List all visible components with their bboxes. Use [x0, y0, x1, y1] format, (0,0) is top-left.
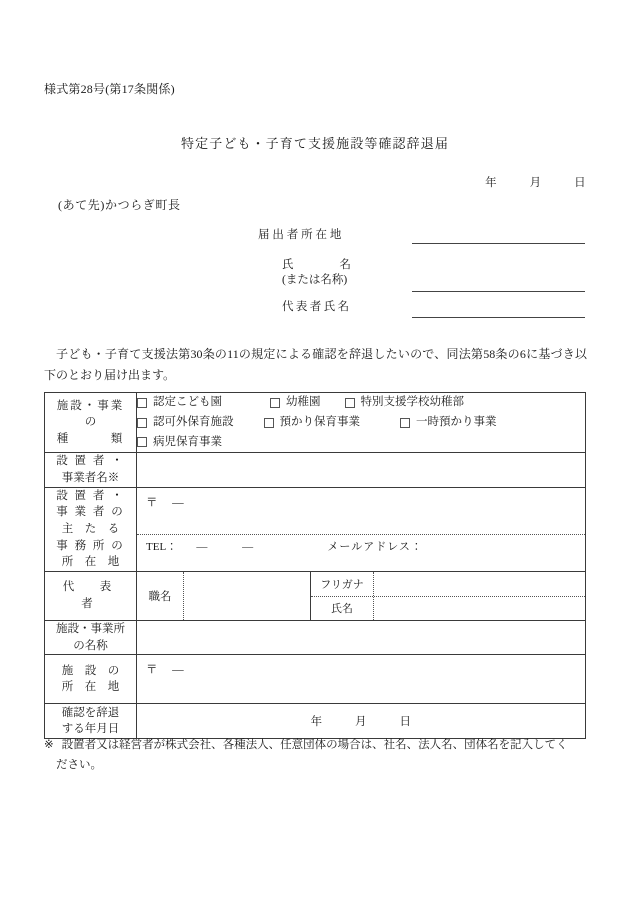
operator-name-label-line1: 設 置 者 ・: [56, 455, 125, 468]
zip-symbol-icon: 〒: [146, 664, 158, 677]
representative-fields: [137, 572, 586, 621]
operator-address-divider: [137, 534, 585, 535]
tel-dash-1: —: [196, 540, 208, 553]
withdrawal-date-label-line2: する年月日: [61, 723, 120, 736]
withdrawal-year-label: 年: [310, 716, 323, 729]
operator-address-label-line4: 事 務 所 の: [56, 539, 125, 552]
facility-type-label-line2: の: [84, 416, 97, 429]
submitter-location-input[interactable]: [412, 243, 585, 244]
zip-dash: —: [172, 496, 184, 509]
withdrawal-date-inner: [137, 713, 585, 729]
facility-address-label: [45, 655, 137, 704]
checkbox-label: 一時預かり事業: [416, 415, 497, 428]
facility-name-label-line1: 施設・事業所: [56, 623, 125, 635]
table-row-operator-address: [45, 487, 586, 571]
operator-address-label-line3: 主 た る: [61, 522, 120, 535]
date-month-label: 月: [529, 177, 542, 189]
submitter-name-sub-label: (または名称): [282, 274, 348, 286]
date-day-label: 日: [574, 177, 586, 189]
checkbox-icon[interactable]: [345, 398, 355, 408]
footnote-mark: ※: [44, 739, 54, 751]
checkbox-label: 特別支援学校幼稚部: [360, 396, 464, 408]
facility-type-options: [137, 393, 586, 453]
facility-type-option-line-2: [137, 413, 585, 433]
page-title: 特定子ども・子育て支援施設等確認辞退届: [181, 136, 449, 151]
operator-address-label-line5: 所 在 地: [61, 556, 120, 569]
representative-label: [45, 572, 137, 621]
table-row-representative: [45, 572, 586, 621]
representative-name-group: [310, 572, 585, 620]
checkbox-option-tokubetsushien[interactable]: [345, 393, 465, 413]
checkbox-option-ninkagai[interactable]: [137, 413, 234, 433]
representative-label-text: 代 表 者: [62, 581, 137, 610]
checkbox-option-ichiji-azukari[interactable]: [400, 413, 497, 433]
facility-zip-row: [146, 661, 195, 677]
table-row-facility-address: [45, 655, 586, 704]
withdrawal-date-label: [45, 704, 137, 739]
operator-address-label-line2: 事 業 者 の: [56, 506, 125, 519]
checkbox-label: 認可外保育施設: [153, 415, 234, 428]
checkbox-icon[interactable]: [137, 437, 147, 447]
date-year-label: 年: [485, 177, 498, 189]
checkbox-icon[interactable]: [270, 398, 280, 408]
facility-address-label-line2: 所 在 地: [61, 681, 120, 694]
facility-type-option-line-1: [137, 393, 585, 413]
withdrawal-date-label-line1: 確認を辞退: [61, 706, 120, 719]
operator-address-label-line1: 設 置 者 ・: [56, 489, 125, 502]
submitter-representative-row: [250, 300, 586, 320]
checkbox-label: 認定こども園: [153, 396, 222, 408]
withdrawal-day-label: 日: [399, 716, 412, 729]
tel-dash-2: —: [242, 540, 254, 553]
submitter-block: [250, 228, 586, 313]
withdrawal-month-label: 月: [355, 716, 367, 729]
body-paragraph: 子ども・子育て支援法第30条の11の規定による確認を辞退したいので、同法第58条の6に基づき以下のとおり届け出ます。: [44, 347, 587, 382]
representative-job-input[interactable]: [184, 572, 310, 620]
facility-type-option-line-3: [137, 433, 585, 453]
checkbox-icon[interactable]: [400, 418, 410, 428]
submitter-representative-input[interactable]: [412, 317, 585, 318]
zip-symbol-icon: 〒: [146, 496, 158, 509]
checkbox-label: 幼稚園: [286, 396, 321, 408]
form-number: 様式第28号(第17条関係): [44, 82, 175, 96]
representative-inner: [137, 572, 585, 620]
submitter-name-row: [250, 258, 586, 294]
representative-job-label: 職名: [137, 572, 184, 620]
facility-type-label-line1: 施設・事業: [56, 399, 125, 412]
facility-address-label-line1: 施 設 の: [61, 664, 120, 677]
facility-type-label: [45, 393, 137, 453]
form-table: [44, 392, 586, 739]
representative-furigana-row: [311, 572, 585, 597]
footnote-line-1: 設置者又は経営者が株式会社、各種法人、任意団体の場合は、社名、法人名、団体名を記入してく: [61, 739, 568, 751]
operator-name-label-line2: 事業者名※: [61, 471, 120, 484]
checkbox-label: 病児保育事業: [153, 435, 222, 448]
submitter-name-label: 氏 名: [282, 259, 351, 271]
facility-name-label: [45, 621, 137, 655]
submission-date-line: [485, 174, 586, 190]
submitter-location-row: [250, 228, 586, 246]
facility-name-label-line2: の名称: [73, 639, 108, 652]
operator-name-label: [45, 453, 137, 487]
withdrawal-date-field[interactable]: [137, 704, 586, 739]
tel-label: TEL：: [146, 540, 178, 553]
checkbox-icon[interactable]: [137, 418, 147, 428]
operator-zip-row: [146, 494, 195, 510]
checkbox-option-youchien[interactable]: [270, 393, 321, 413]
representative-furigana-label: フリガナ: [311, 572, 374, 596]
operator-name-input[interactable]: [137, 453, 586, 487]
table-row-facility-name: [45, 621, 586, 655]
checkbox-option-azukari[interactable]: [264, 413, 361, 433]
checkbox-option-ninteikodomoen[interactable]: [137, 393, 222, 413]
email-label: メールアドレス：: [327, 540, 423, 553]
representative-name-label: 氏名: [311, 597, 374, 621]
submitter-name-input[interactable]: [412, 291, 585, 292]
footnote-line-2: ださい。: [56, 759, 102, 772]
addressee: (あて先)かつらぎ町長: [58, 198, 181, 212]
table-row-operator-name: [45, 453, 586, 487]
checkbox-icon[interactable]: [264, 418, 274, 428]
submitter-representative-label: 代表者氏名: [282, 301, 352, 313]
footnote: [44, 735, 587, 776]
operator-address-field[interactable]: [137, 487, 586, 571]
zip-dash: —: [172, 664, 184, 677]
representative-name-row: [311, 597, 585, 621]
table-row-withdrawal-date: [45, 704, 586, 739]
facility-name-input[interactable]: [137, 621, 586, 655]
operator-address-label: [45, 487, 137, 571]
checkbox-icon[interactable]: [137, 398, 147, 408]
facility-address-field[interactable]: [137, 655, 586, 704]
table-row-facility-type: [45, 393, 586, 453]
facility-type-label-line3: 種 類: [56, 432, 125, 445]
checkbox-label: 預かり保育事業: [279, 415, 360, 428]
checkbox-option-byouji[interactable]: [137, 433, 222, 453]
operator-contact-row: [146, 538, 577, 554]
submitter-location-label: 届 出 者 所 在 地: [258, 229, 342, 241]
